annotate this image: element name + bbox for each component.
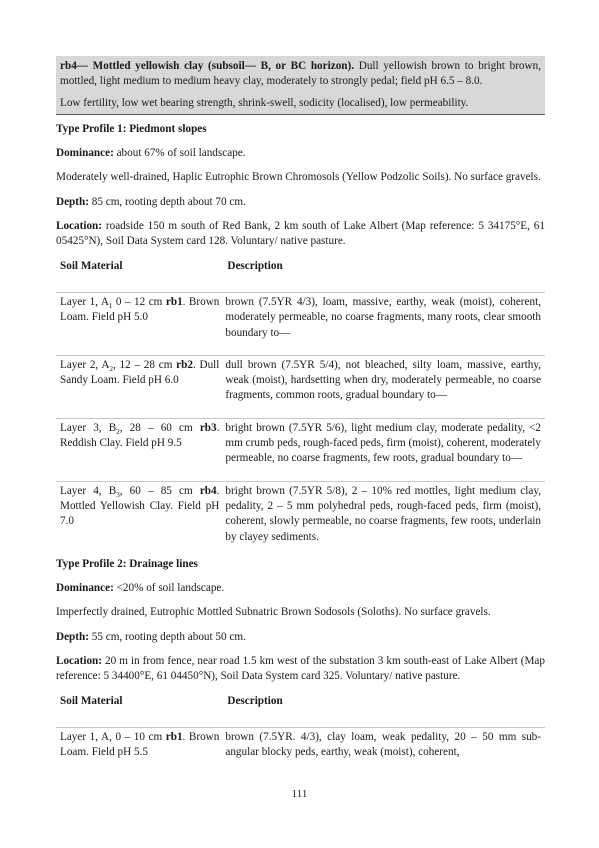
layer-depth: , 28 – 60 cm: [119, 421, 200, 434]
profile1-location: [56, 219, 545, 250]
description-header: Description: [227, 259, 283, 272]
profile1-table: [56, 259, 545, 559]
rb4-title: rb4— Mottled yellowish clay (subsoil— B, or BC horizon).: [60, 60, 355, 72]
horizon-subscript: 2: [109, 365, 113, 374]
dominance-label: Dominance:: [56, 582, 114, 595]
layer-cell: [56, 355, 223, 418]
profile2-location: [56, 654, 545, 685]
profile1-depth: [56, 195, 545, 210]
profile2-depth: [56, 630, 545, 645]
layer-code: rb1: [165, 730, 183, 743]
location-value: roadside 150 m south of Red Bank, 2 km south of Lake Albert (Map reference: 5 34175°E, 61 05425°N), Soil Data System card 128. Voluntary/ native pasture.: [56, 220, 545, 248]
layer-depth: , 60 – 85 cm: [119, 484, 200, 497]
layer-label: Layer 4, B: [60, 484, 117, 497]
location-value: 20 m in from fence, near road 1.5 km west of the substation 3 km south-east of Lake Albert (Map reference: 5 34400°E, 61 04450°N), Soil Data System card 325. Voluntary/ native pasture.: [56, 655, 545, 683]
rb4-summary-box: [56, 56, 545, 115]
layer-cell: [56, 292, 223, 355]
location-label: Location:: [56, 655, 102, 668]
dominance-label: Dominance:: [56, 147, 114, 160]
location-label: Location:: [56, 220, 102, 233]
horizon-subscript: 2: [116, 427, 120, 436]
table-row: [56, 292, 545, 355]
layer-label: Layer 1, A: [60, 730, 110, 743]
table-row: [56, 481, 545, 559]
table-row: [56, 355, 545, 418]
profile1-dominance: [56, 146, 545, 161]
rb4-limitations: Low fertility, low wet bearing strength, shrink-swell, sodicity (localised), low permeability.: [60, 96, 469, 109]
table-header-row: [56, 694, 545, 728]
table-row: [56, 727, 545, 774]
profile2-description: Imperfectly drained, Eutrophic Mottled Subnatric Brown Sodosols (Soloths). No surface gravels.: [56, 606, 491, 619]
layer-code: rb4: [199, 484, 217, 497]
layer-label: Layer 2, A: [60, 358, 110, 371]
depth-label: Depth:: [56, 630, 89, 643]
description-cell: bright brown (7.5YR 5/8), 2 – 10% red mottles, light medium clay, pedality, 2 – 5 mm polyhedral peds, rough-faced peds, firm (moist), coherent, slowly permeable, no coarse fragments, few roots, underlain by clayey sediments.: [223, 481, 545, 559]
dominance-value: <20% of soil landscape.: [113, 582, 225, 595]
horizon-subscript: 1: [108, 302, 113, 311]
profile2-title: Type Profile 2: Drainage lines: [56, 557, 198, 570]
description-cell: brown (7.5YR. 4/3), clay loam, weak pedality, 20 – 50 mm sub-angular blocky peds, earthy, weak (moist), coherent,: [223, 727, 545, 774]
dominance-value: about 67% of soil landscape.: [113, 147, 246, 160]
profile1-title: Type Profile 1: Piedmont slopes: [56, 122, 207, 135]
layer-name: . Mottled Yellowish Clay. Field pH 7.0: [60, 484, 220, 528]
horizon-subscript: 3: [116, 490, 120, 499]
layer-name: . Dull Sandy Loam. Field pH 6.0: [60, 358, 220, 387]
layer-name: . Brown Loam. Field pH 5.0: [60, 295, 220, 324]
layer-depth: , 0 – 10 cm: [109, 730, 166, 743]
layer-label: Layer 1, A: [60, 295, 109, 308]
layer-name: . Brown Loam. Field pH 5.5: [60, 730, 220, 759]
layer-cell: [56, 418, 223, 481]
layer-cell: [56, 727, 223, 774]
depth-value: 55 cm, rooting depth about 50 cm.: [88, 630, 246, 643]
description-cell: bright brown (7.5YR 5/6), light medium clay, moderate pedality, <2 mm crumb peds, rough-faced peds, firm (moist), coherent, moderately permeable, no coarse fragments, few roots, gradual boundary to—: [223, 418, 545, 481]
profile2-dominance: [56, 581, 545, 596]
layer-depth: 0 – 12 cm: [112, 295, 166, 308]
table-row: [56, 418, 545, 481]
description-cell: dull brown (7.5YR 5/4), not bleached, silty loam, massive, earthy, weak (moist), hardsetting when dry, moderately permeable, no coarse fragments, common roots, gradual boundary to—: [223, 355, 545, 418]
layer-name: . Reddish Clay. Field pH 9.5: [60, 421, 220, 450]
table-header-row: [56, 259, 545, 293]
rb4-description: Dull yellowish brown to bright brown, mottled, light medium to medium heavy clay, moderately to strongly pedal; field pH 6.5 – 8.0.: [60, 60, 541, 88]
rb4-heading: [60, 59, 541, 90]
depth-label: Depth:: [56, 195, 89, 208]
layer-code: rb3: [199, 421, 217, 434]
description-cell: brown (7.5YR 4/3), loam, massive, earthy, weak (moist), coherent, moderately permeable, no coarse fragments, many roots, clear smooth boundary to—: [223, 292, 545, 355]
description-header: Description: [227, 694, 283, 707]
profile2-table: [56, 694, 545, 775]
layer-cell: [56, 481, 223, 559]
page-number: 111: [291, 788, 308, 800]
layer-label: Layer 3, B: [60, 421, 117, 434]
soil-material-header: Soil Material: [60, 694, 123, 707]
profile1-description: Moderately well-drained, Haplic Eutrophic Brown Chromosols (Yellow Podzolic Soils). No surface gravels.: [56, 171, 541, 184]
layer-code: rb2: [176, 358, 193, 371]
layer-depth: , 12 – 28 cm: [112, 358, 177, 371]
layer-code: rb1: [165, 295, 183, 308]
page-content: [56, 56, 545, 775]
soil-material-header: Soil Material: [60, 259, 123, 272]
depth-value: 85 cm, rooting depth about 70 cm.: [88, 195, 246, 208]
